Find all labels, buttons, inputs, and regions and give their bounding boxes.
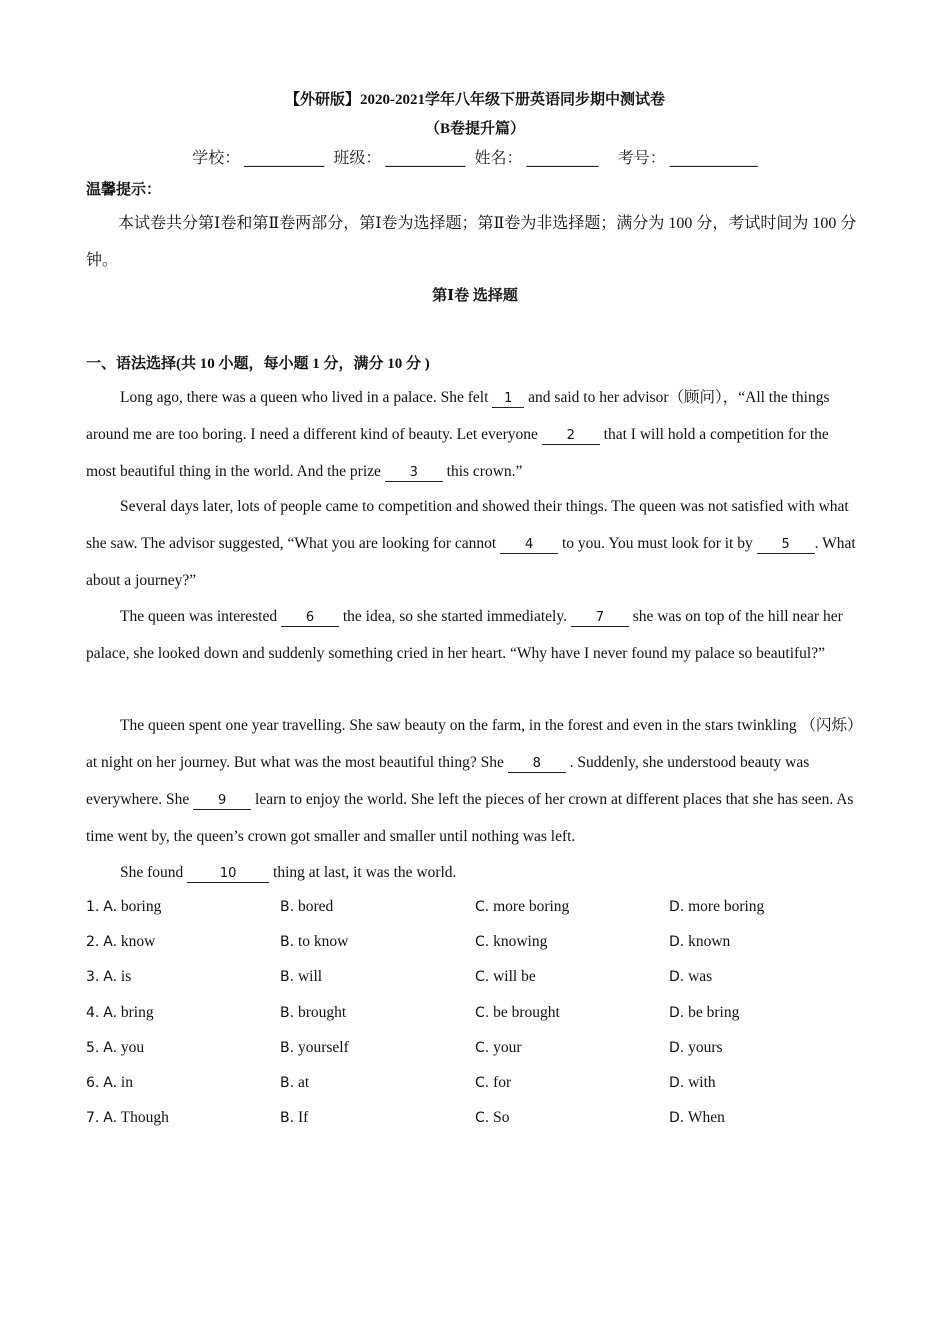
class-blank: __________ [385, 148, 466, 167]
passage-text: this crown.” [442, 463, 523, 480]
option-d[interactable] [669, 968, 712, 986]
question-row [86, 1039, 866, 1061]
passage-paragraph-1 [86, 379, 856, 490]
option-text: you [120, 1038, 145, 1056]
passage-text: She found [120, 864, 188, 881]
option-d[interactable] [669, 1039, 723, 1057]
passage-text: the idea, so she started immediately. [338, 608, 571, 625]
option-text: brought [297, 1003, 347, 1021]
option-letter: B. [280, 1039, 295, 1056]
option-b[interactable] [280, 1039, 349, 1057]
option-text: Though [120, 1109, 169, 1127]
name-label: 姓名： [474, 148, 523, 167]
option-text: was [688, 968, 713, 986]
blank-1: 1 [492, 391, 524, 408]
option-d[interactable] [669, 933, 730, 951]
blank-9: 9 [193, 793, 251, 810]
passage-text: that I will hold a competition for the most beautiful thing in the world. And the prize [86, 426, 829, 480]
option-text: will [297, 968, 323, 986]
option-letter: D. [669, 969, 685, 986]
option-c[interactable] [475, 968, 536, 986]
question-number: 7. [86, 1110, 100, 1127]
option-letter: A. [103, 1110, 118, 1127]
question-number: 3. [86, 969, 100, 986]
option-text: in [120, 1074, 133, 1091]
blank-4: 4 [500, 537, 558, 554]
option-b[interactable] [280, 933, 348, 951]
option-letter: A. [103, 934, 118, 951]
option-text: bring [120, 1003, 154, 1021]
option-a[interactable] [86, 1039, 144, 1057]
option-text: to know [297, 933, 349, 951]
option-text: for [493, 1074, 512, 1091]
option-letter: C. [475, 1075, 490, 1091]
option-text: yourself [297, 1038, 349, 1056]
option-c[interactable] [475, 1004, 560, 1022]
passage-paragraph-5 [86, 854, 856, 891]
option-text: will be [493, 968, 536, 986]
passage-paragraph-2 [86, 488, 856, 599]
option-letter: C. [475, 934, 490, 951]
option-letter: C. [475, 969, 490, 986]
question-row [86, 968, 866, 990]
option-c[interactable] [475, 933, 547, 951]
passage-text: The queen was interested [120, 608, 281, 625]
option-text: yours [688, 1038, 723, 1056]
option-text: at [297, 1074, 310, 1091]
option-text: with [688, 1074, 716, 1091]
option-letter: B. [280, 1004, 295, 1021]
option-text: be brought [493, 1003, 560, 1021]
option-text: know [120, 933, 156, 951]
blank-8: 8 [508, 756, 566, 773]
option-a[interactable] [86, 933, 155, 951]
option-b[interactable] [280, 898, 333, 916]
option-b[interactable] [280, 1074, 309, 1092]
option-c[interactable] [475, 1039, 522, 1057]
exam-number-blank: ___________ [669, 148, 758, 167]
option-letter: B. [280, 1075, 295, 1091]
question-number: 5. [86, 1039, 100, 1056]
question-row [86, 933, 866, 955]
passage-paragraph-3 [86, 598, 856, 672]
option-letter: A. [103, 899, 118, 915]
option-letter: A. [103, 1039, 118, 1056]
option-c[interactable] [475, 1074, 511, 1092]
option-letter: D. [669, 899, 685, 915]
option-text: knowing [493, 933, 548, 951]
option-letter: B. [280, 969, 295, 986]
option-letter: D. [669, 1004, 685, 1021]
option-letter: A. [103, 1075, 118, 1091]
passage-text: Long ago, there was a queen who lived in a palace. She felt [120, 389, 493, 406]
option-a[interactable] [86, 968, 131, 986]
option-letter: A. [103, 1004, 118, 1021]
school-label: 学校： [192, 148, 241, 167]
question-row [86, 1109, 866, 1131]
passage-text: The queen spent one year travelling. She saw beauty on the farm, in the forest and even in the stars twinkling （闪烁）at night on her journey. But what was the most beautiful thing? She [86, 717, 855, 771]
option-letter: D. [669, 1039, 685, 1056]
passage-paragraph-4 [86, 707, 856, 855]
option-a[interactable] [86, 898, 161, 916]
option-text: your [493, 1038, 522, 1056]
passage-text: learn to enjoy the world. She left the pieces of her crown at different places that she has seen. As time went by, the queen’s crown got smaller and smaller until nothing was left. [86, 791, 854, 845]
passage-text: and said to her advisor（顾问），“All the things around me are too boring. I need a different kind of beauty. Let everyone [86, 389, 830, 443]
option-a[interactable] [86, 1074, 133, 1092]
option-text: is [120, 968, 132, 986]
option-letter: A. [103, 969, 118, 986]
question-number: 6. [86, 1075, 100, 1091]
option-letter: C. [475, 1039, 490, 1056]
option-text: be bring [688, 1003, 740, 1021]
passage-text: . What about a journey?” [86, 535, 856, 589]
option-letter: B. [280, 1110, 295, 1127]
exam-number-label: 考号： [617, 148, 666, 167]
question-number: 4. [86, 1004, 100, 1021]
option-b[interactable] [280, 968, 322, 986]
option-letter: B. [280, 934, 295, 951]
option-letter: C. [475, 1110, 490, 1127]
blank-10: 10 [187, 866, 269, 883]
name-blank: _________ [526, 148, 599, 167]
blank-5: 5 [757, 537, 815, 554]
passage-text: . Suddenly, she understood beauty was everywhere. She [86, 754, 810, 808]
option-d[interactable] [669, 1004, 739, 1022]
option-text: So [493, 1109, 510, 1127]
option-text: boring [120, 898, 162, 915]
option-c[interactable] [475, 898, 569, 916]
question-number: 2. [86, 934, 100, 951]
option-letter: C. [475, 1004, 490, 1021]
blank-6: 6 [281, 610, 339, 627]
question-row [86, 1004, 866, 1026]
passage-text: Several days later, lots of people came to competition and showed their things. The queen was not satisfied with what she saw. The advisor suggested, “What you are looking for cannot [86, 498, 849, 552]
option-b[interactable] [280, 1109, 308, 1127]
part-one-title: 一、语法选择(共 10 小题，每小题 1 分，满分 10 分 ) [86, 356, 430, 372]
option-b[interactable] [280, 1004, 346, 1022]
option-d[interactable] [669, 1109, 725, 1127]
section-one-title: 第Ⅰ卷 选择题 [432, 288, 518, 304]
exam-title: 【外研版】2020-2021学年八年级下册英语同步期中测试卷 [285, 92, 665, 108]
exam-subtitle: （B卷提升篇） [424, 121, 525, 137]
option-c[interactable] [475, 1109, 509, 1127]
blank-7: 7 [571, 610, 629, 627]
option-text: more boring [688, 898, 765, 915]
passage-text: she was on top of the hill near her palace, she looked down and suddenly something cried in her heart. “Why have I never found my palace so beautiful?” [86, 608, 843, 662]
question-row [86, 898, 866, 920]
option-text: bored [297, 898, 334, 915]
option-letter: D. [669, 1110, 685, 1127]
option-a[interactable] [86, 1004, 154, 1022]
blank-3: 3 [385, 465, 443, 482]
option-letter: D. [669, 1075, 685, 1091]
option-letter: B. [280, 899, 295, 915]
question-row [86, 1074, 866, 1096]
tips-text: 本试卷共分第Ⅰ卷和第Ⅱ卷两部分，第Ⅰ卷为选择题；第Ⅱ卷为非选择题；满分为 100 分，考试时间为 100 分钟。 [86, 215, 857, 269]
school-blank: __________ [244, 148, 325, 167]
student-info-line [0, 145, 950, 168]
class-label: 班级： [333, 148, 382, 167]
question-number: 1. [86, 899, 100, 915]
passage-text: to you. You must look for it by [558, 535, 757, 552]
option-text: If [297, 1109, 309, 1127]
option-letter: D. [669, 934, 685, 951]
option-a[interactable] [86, 1109, 169, 1127]
tips-heading: 温馨提示： [86, 182, 162, 198]
option-d[interactable] [669, 1074, 716, 1092]
option-text: more boring [493, 898, 570, 915]
option-text: known [688, 933, 731, 951]
option-d[interactable] [669, 898, 764, 916]
passage-text: thing at last, it was the world. [269, 864, 457, 881]
option-text: When [687, 1109, 725, 1127]
option-letter: C. [475, 899, 490, 915]
blank-2: 2 [542, 428, 600, 445]
